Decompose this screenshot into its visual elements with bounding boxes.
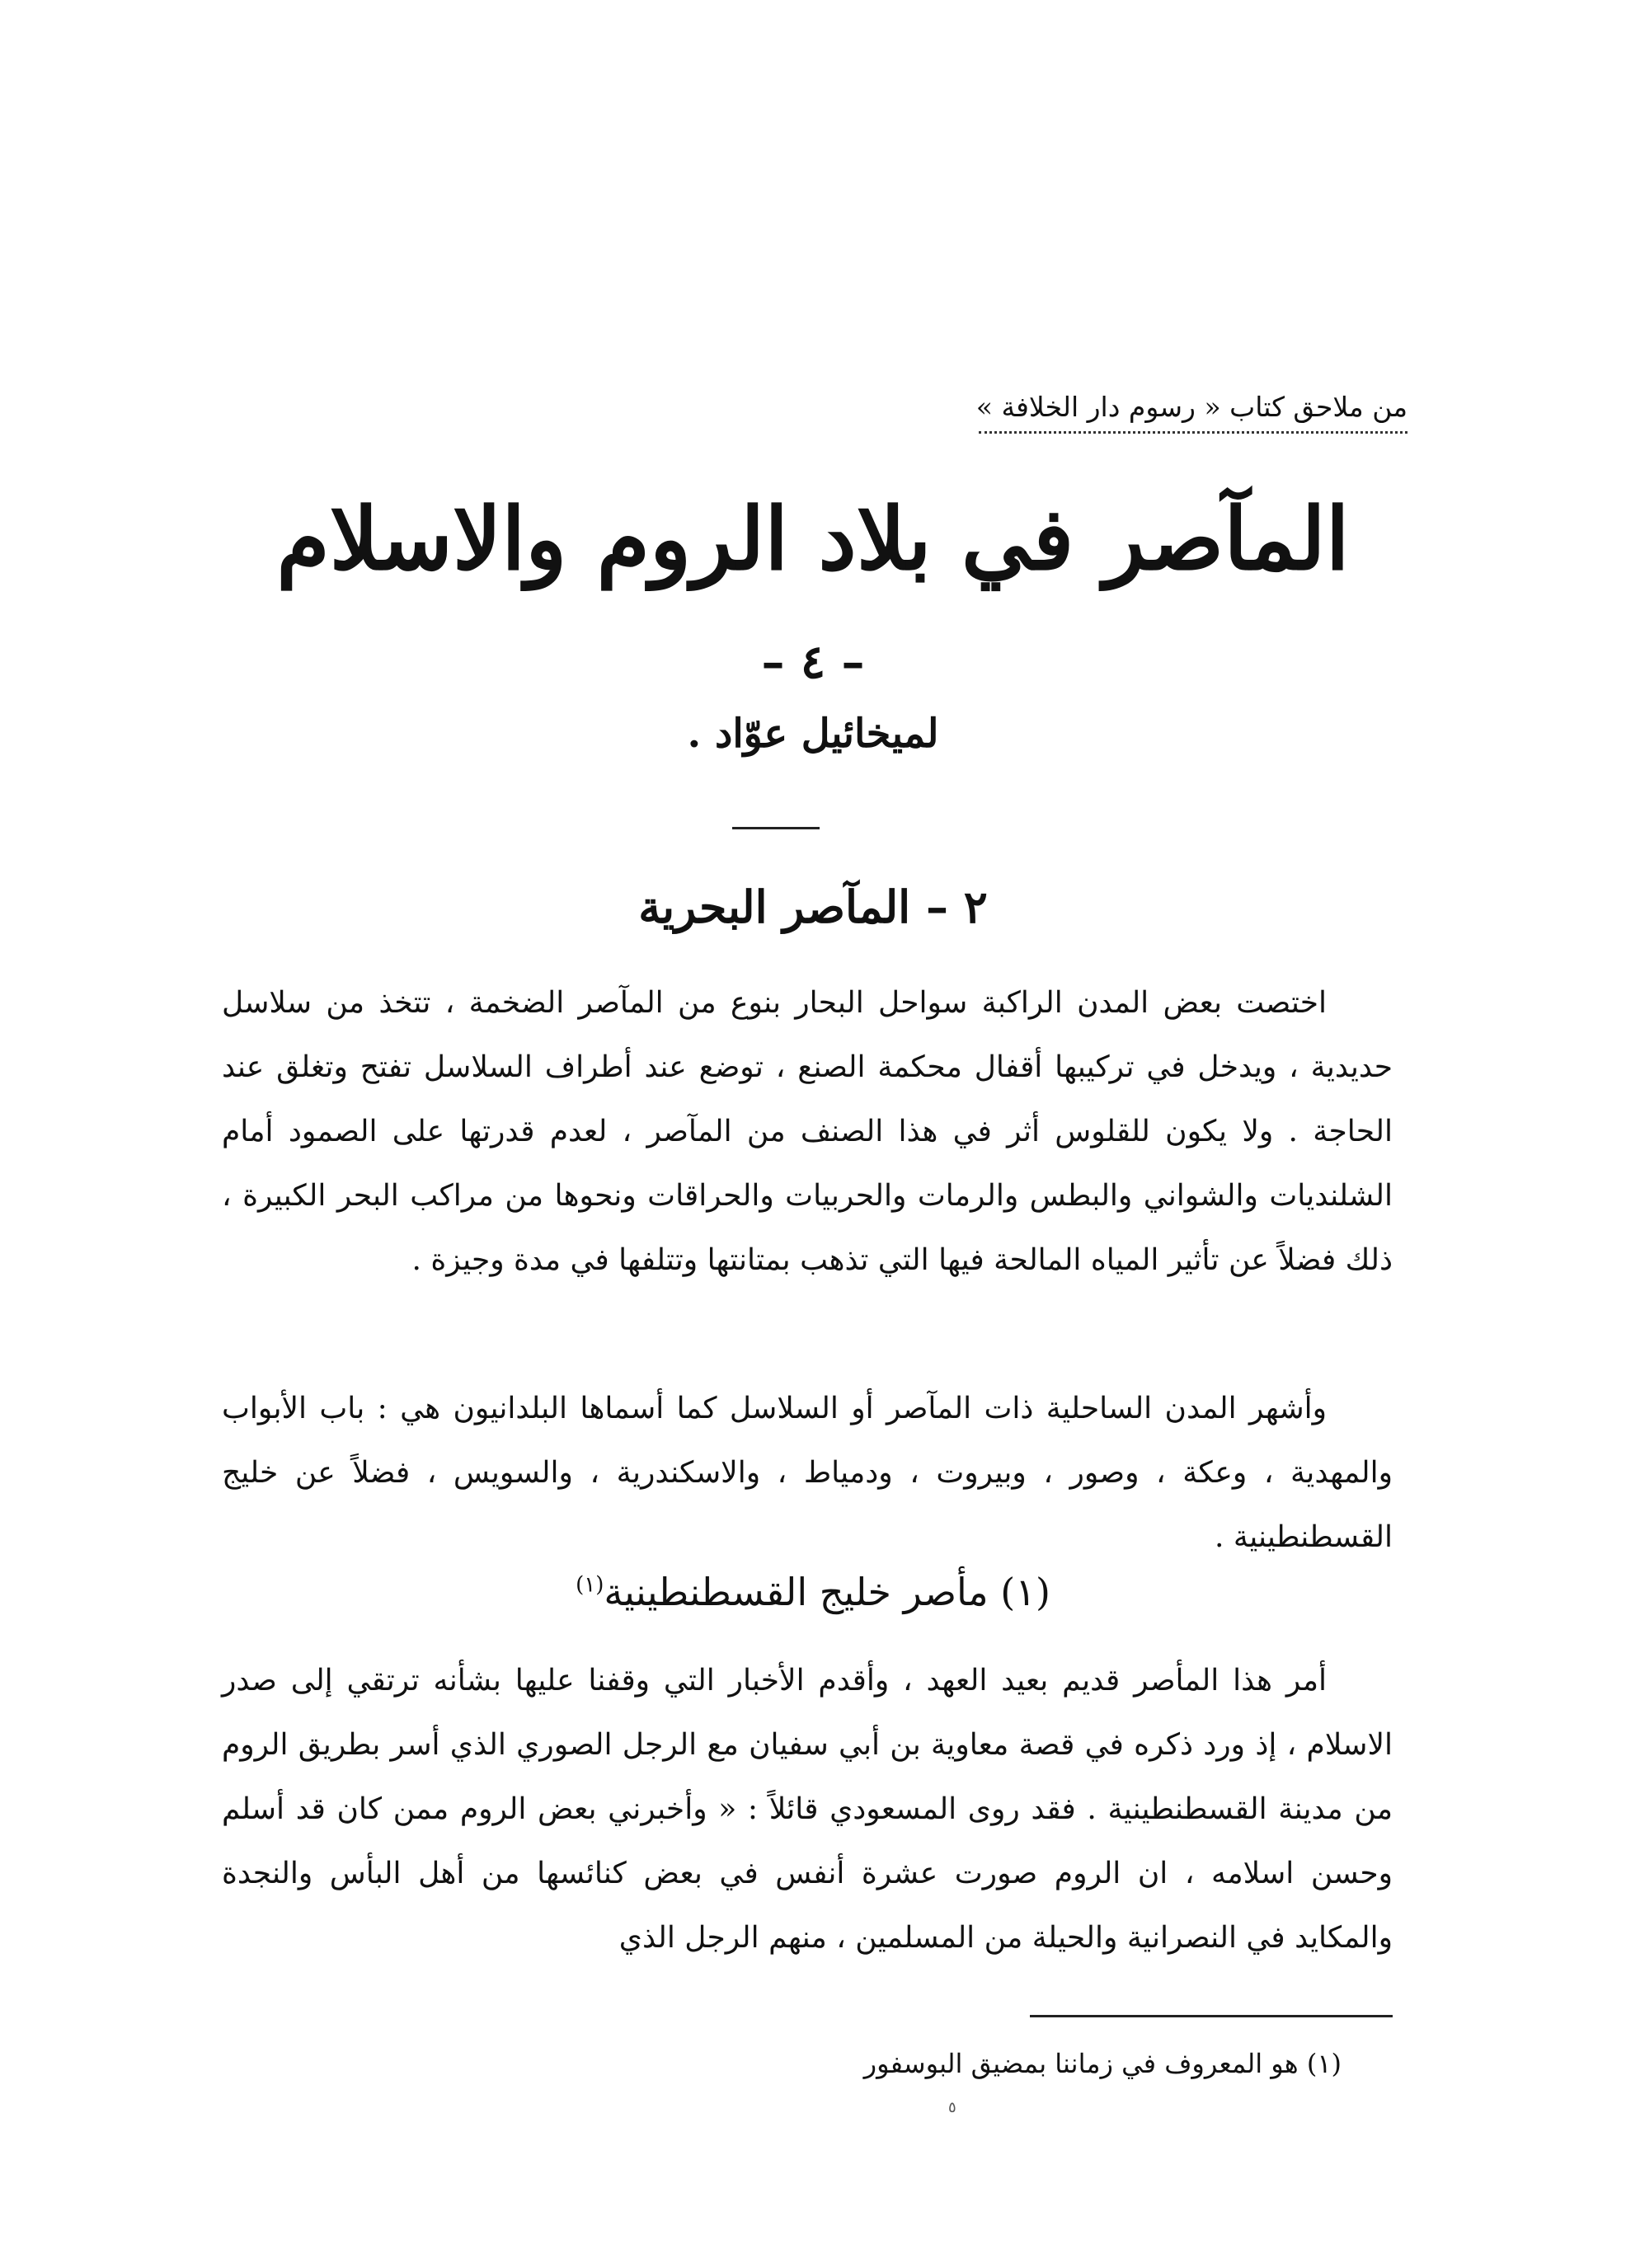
article-title: المآصر في بلاد الروم والاسلام [276, 488, 1350, 589]
title-divider [732, 827, 820, 829]
section-1-body [222, 971, 1393, 1293]
footnote-reference: (١) [576, 1572, 604, 1598]
sub-heading [0, 1570, 1626, 1614]
section-heading: ٢ – المآصر البحرية [638, 880, 988, 933]
body-paragraph: أمر هذا المأصر قديم بعيد العهد ، وأقدم الأخبار التي وقفنا عليها بشأنه ترتقي إلى صدر الاسلام ، إذ ورد ذكره في قصة معاوية بن أبي سفيان مع الرجل الصوري الذي أسر بطريق الروم من مدينة القسطنطينية . فقد روى المسعودي قائلاً : « وأخبرني بعض الروم ممن كان قد أسلم وحسن اسلامه ، ان الروم صورت عشرة أنفس في بعض كنائسها من أهل البأس والنجدة والمكايد في النصرانية والحيلة من المسلمين ، منهم الرجل الذي [222, 1664, 1393, 1955]
running-head: من ملاحق كتاب « رسوم دار الخلافة » [979, 391, 1407, 434]
author-line: لميخائيل عوّاد . [687, 711, 939, 757]
footnote-divider [1030, 2015, 1393, 2017]
section-2-body [222, 1377, 1393, 1570]
section-3-body [222, 1649, 1393, 1970]
body-paragraph: وأشهر المدن الساحلية ذات المآصر أو السلاسل كما أسماها البلدانيون هي : باب الأبواب والمهدية ، وعكة ، وصور ، وبيروت ، ودمياط ، والاسكندرية ، والسويس ، فضلاً عن خليج القسطنطينية . [222, 1392, 1393, 1554]
sub-heading-text: (١) مأصر خليج القسطنطينية [604, 1570, 1050, 1614]
footnote: (١) هو المعروف في زماننا بمضيق البوسفور [863, 2048, 1342, 2079]
page-mark: ٥ [948, 2099, 956, 2116]
body-paragraph: اختصت بعض المدن الراكبة سواحل البحار بنوع من المآصر الضخمة ، تتخذ من سلاسل حديدية ، ويدخل في تركيبها أقفال محكمة الصنع ، توضع عند أطراف السلاسل تفتح وتغلق عند الحاجة . ولا يكون للقلوس أثر في هذا الصنف من المآصر ، لعدم قدرتها على الصمود أمام الشلنديات والشواني والبطس والرمات والحربيات والحراقات ونحوها من مراكب البحر الكبيرة ، ذلك فضلاً عن تأثير المياه المالحة فيها التي تذهب بمتانتها وتتلفها في مدة وجيزة . [222, 986, 1393, 1277]
part-number: – ٤ – [761, 635, 865, 689]
